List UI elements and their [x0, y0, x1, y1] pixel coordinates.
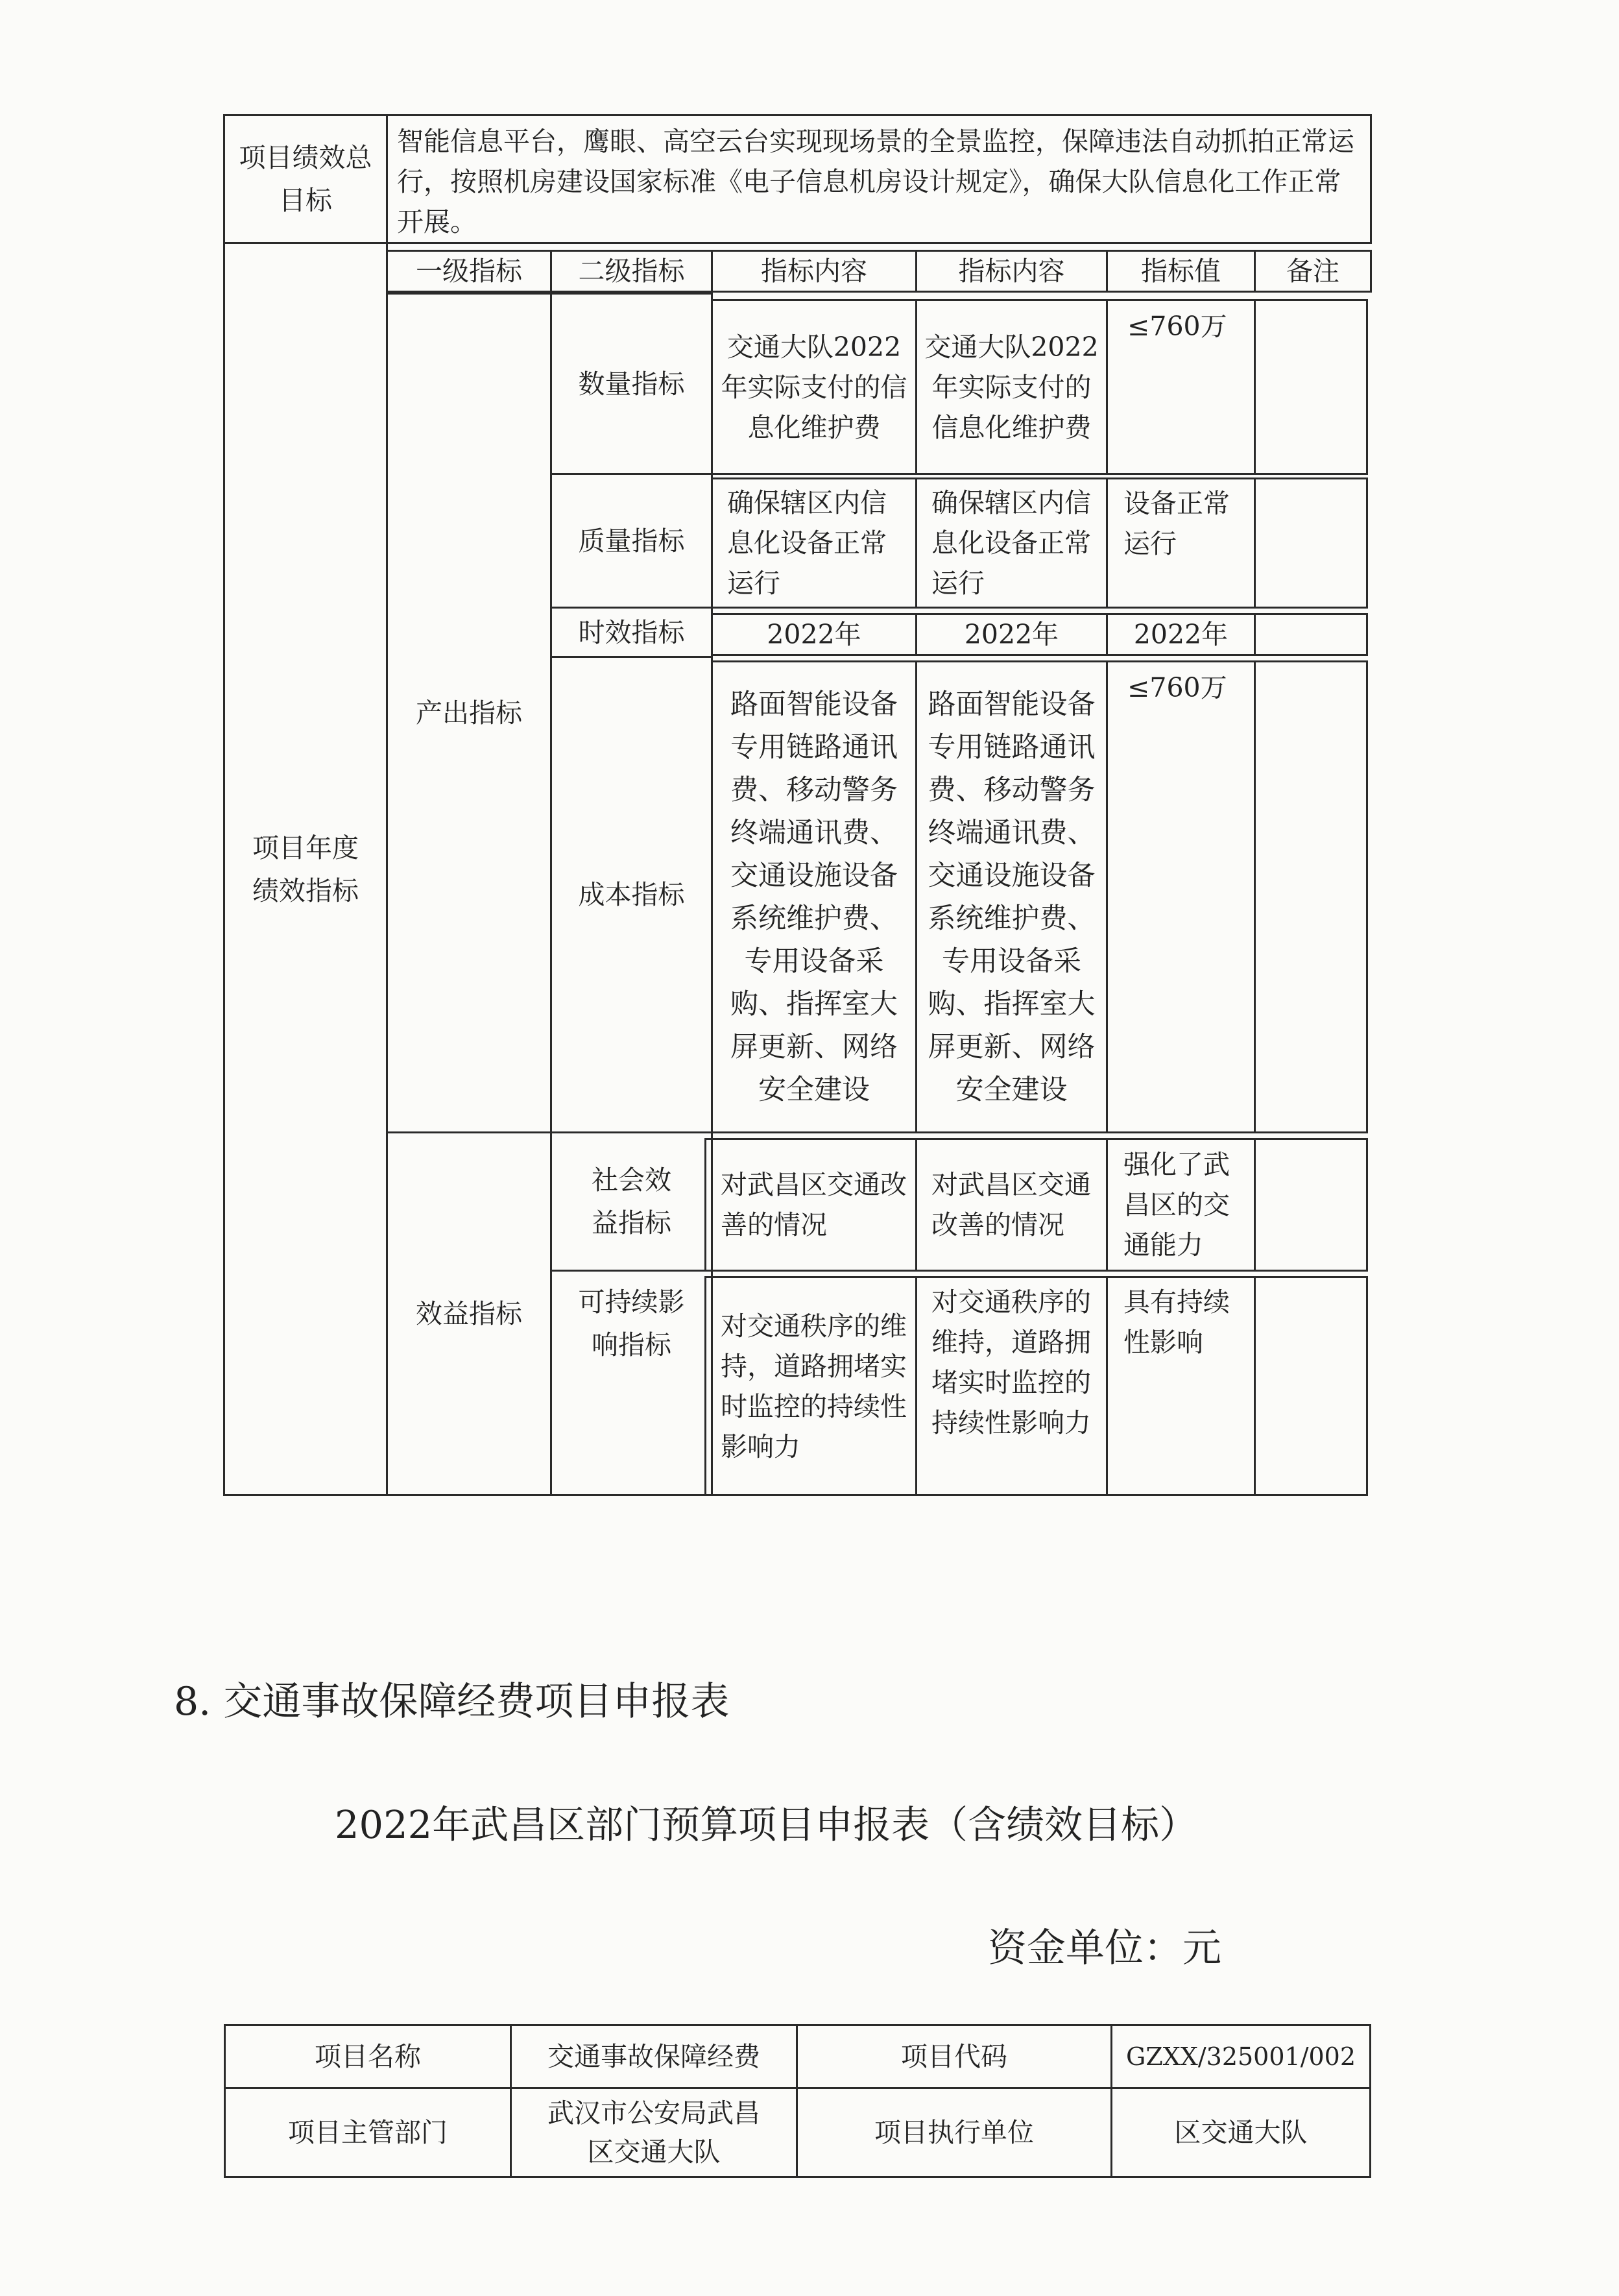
output-indicator-label	[386, 293, 552, 1133]
supervising-dept-value	[510, 2087, 798, 2178]
header-value-text: 指标值	[1141, 256, 1221, 287]
row-cost-value-text: ≤760万	[1127, 672, 1227, 703]
row-social-content2-text: 对武昌区交通改善的情况	[931, 1169, 1091, 1240]
project-name-label-text: 项目名称	[315, 2041, 421, 2072]
table-row-social-value	[1106, 1138, 1256, 1272]
project-name-value-text: 交通事故保障经费	[547, 2041, 760, 2072]
row-sustain-value-text: 具有持续性影响	[1123, 1287, 1230, 1358]
executing-unit-label-text: 项目执行单位	[874, 2117, 1034, 2148]
header-level2-text: 二级指标	[578, 256, 685, 287]
row-social-content1-text: 对武昌区交通改善的情况	[721, 1169, 907, 1240]
table-row-social-level2	[550, 1131, 713, 1272]
table-row-cost-content2	[915, 660, 1108, 1133]
output-indicator-label-text: 产出指标	[416, 697, 522, 729]
table-row-sustain-note	[1254, 1276, 1368, 1496]
header-value	[1106, 250, 1256, 293]
table-row-social-content2	[915, 1138, 1108, 1272]
executing-unit-value	[1110, 2087, 1371, 2178]
project-name-value	[510, 2024, 798, 2089]
project-code-value-text: GZXX/325001/002	[1125, 2042, 1356, 2071]
project-code-value	[1110, 2024, 1371, 2089]
table-row-quantity-note	[1254, 299, 1368, 475]
table-row-timeliness-content1	[711, 613, 917, 656]
table-row-quality-value	[1106, 477, 1256, 609]
row-timeliness-value-text: 2022年	[1133, 619, 1229, 650]
executing-unit-value-text: 区交通大队	[1174, 2117, 1308, 2148]
table-row-quantity-value	[1106, 299, 1256, 475]
form-title: 2022年武昌区部门预算项目申报表（含绩效目标）	[335, 1802, 1198, 1847]
row-sustain-content1-text: 对交通秩序的维持，道路拥堵实时监控的持续性影响力	[721, 1310, 907, 1462]
header-content2-text: 指标内容	[958, 256, 1065, 287]
header-content1	[711, 250, 917, 293]
benefit-indicator-label	[386, 1131, 552, 1496]
header-content1-text: 指标内容	[761, 256, 867, 287]
project-code-label-text: 项目代码	[901, 2041, 1007, 2072]
row-timeliness-content2-text: 2022年	[964, 619, 1059, 650]
table-row-sustain-content1	[704, 1276, 917, 1496]
table-row-cost-note	[1254, 660, 1368, 1133]
project-code-label	[796, 2024, 1112, 2089]
table-row-quantity-level2	[550, 293, 713, 475]
row-quantity-level2-text: 数量指标	[578, 368, 685, 400]
row-cost-level2-text: 成本指标	[578, 879, 685, 910]
executing-unit-label	[796, 2087, 1112, 2178]
project-name-label	[224, 2024, 512, 2089]
row-quantity-content2-text: 交通大队2022年实际支付的信息化维护费	[924, 331, 1099, 443]
table-row-timeliness-note	[1254, 613, 1368, 656]
currency-unit: 资金单位：元	[988, 1926, 1221, 1971]
table-row-sustain-level2	[550, 1270, 713, 1496]
row-social-value-text: 强化了武昌区的交通能力	[1123, 1149, 1230, 1261]
row-sustain-content2-text: 对交通秩序的维持，道路拥堵实时监控的持续性影响力	[931, 1287, 1091, 1438]
table-row-cost-level2	[550, 656, 713, 1133]
header-note-text: 备注	[1286, 256, 1339, 287]
header-note	[1254, 250, 1372, 293]
row-quality-content1-text: 确保辖区内信息化设备正常运行	[727, 487, 887, 599]
header-level2	[550, 250, 713, 293]
table-row-quality-content1	[711, 477, 917, 609]
table-row-sustain-value	[1106, 1276, 1256, 1496]
supervising-dept-value-text: 武汉市公安局武昌区交通大队	[547, 2097, 760, 2168]
header-level1	[386, 250, 552, 293]
supervising-dept-label-text: 项目主管部门	[288, 2117, 448, 2148]
table-row-cost-value	[1106, 660, 1256, 1133]
annual-indicator-label	[223, 242, 388, 1496]
table-row-quality-content2	[915, 477, 1108, 609]
table-row-cost-content1	[711, 660, 917, 1133]
row-sustain-level2-text: 可持续影响指标	[578, 1287, 685, 1360]
overall-goal-label	[223, 114, 388, 244]
row-quantity-content1-text: 交通大队2022年实际支付的信息化维护费	[721, 331, 907, 443]
row-quality-value-text: 设备正常运行	[1123, 488, 1230, 559]
row-timeliness-content1-text: 2022年	[767, 619, 861, 650]
table-row-timeliness-value	[1106, 613, 1256, 656]
row-quantity-value-text: ≤760万	[1127, 311, 1227, 342]
table-row-quantity-content1	[711, 299, 917, 475]
supervising-dept-label	[224, 2087, 512, 2178]
overall-goal-text	[386, 114, 1372, 244]
overall-goal-label-text: 项目绩效总目标	[239, 142, 372, 216]
benefit-indicator-label-text: 效益指标	[416, 1298, 522, 1329]
table-row-quantity-content2	[915, 299, 1108, 475]
table-row-social-content1	[704, 1138, 917, 1272]
row-timeliness-level2-text: 时效指标	[578, 616, 685, 648]
section-heading: 8. 交通事故保障经费项目申报表	[174, 1679, 730, 1724]
row-quality-level2-text: 质量指标	[578, 525, 685, 557]
table-row-quality-note	[1254, 477, 1368, 609]
table-row-sustain-content2	[915, 1276, 1108, 1496]
overall-goal-text-content: 智能信息平台，鹰眼、高空云台实现现场景的全景监控，保障违法自动抓拍正常运行，按照机房建设国家标准《电子信息机房设计规定》，确保大队信息化工作正常开展。	[397, 126, 1354, 237]
row-cost-content1-text: 路面智能设备专用链路通讯费、移动警务终端通讯费、交通设施设备系统维护费、专用设备采购、指挥室大屏更新、网络安全建设	[730, 688, 898, 1106]
header-level1-text: 一级指标	[416, 256, 522, 287]
row-social-level2-text: 社会效益指标	[592, 1165, 671, 1239]
table-row-quality-level2	[550, 473, 713, 609]
annual-indicator-label-text: 项目年度绩效指标	[252, 832, 359, 906]
row-quality-content2-text: 确保辖区内信息化设备正常运行	[931, 487, 1091, 599]
table-row-social-note	[1254, 1138, 1368, 1272]
row-cost-content2-text: 路面智能设备专用链路通讯费、移动警务终端通讯费、交通设施设备系统维护费、专用设备采购、指挥室大屏更新、网络安全建设	[928, 688, 1096, 1106]
table-row-timeliness-content2	[915, 613, 1108, 656]
header-content2	[915, 250, 1108, 293]
table-row-timeliness-level2	[550, 607, 713, 658]
